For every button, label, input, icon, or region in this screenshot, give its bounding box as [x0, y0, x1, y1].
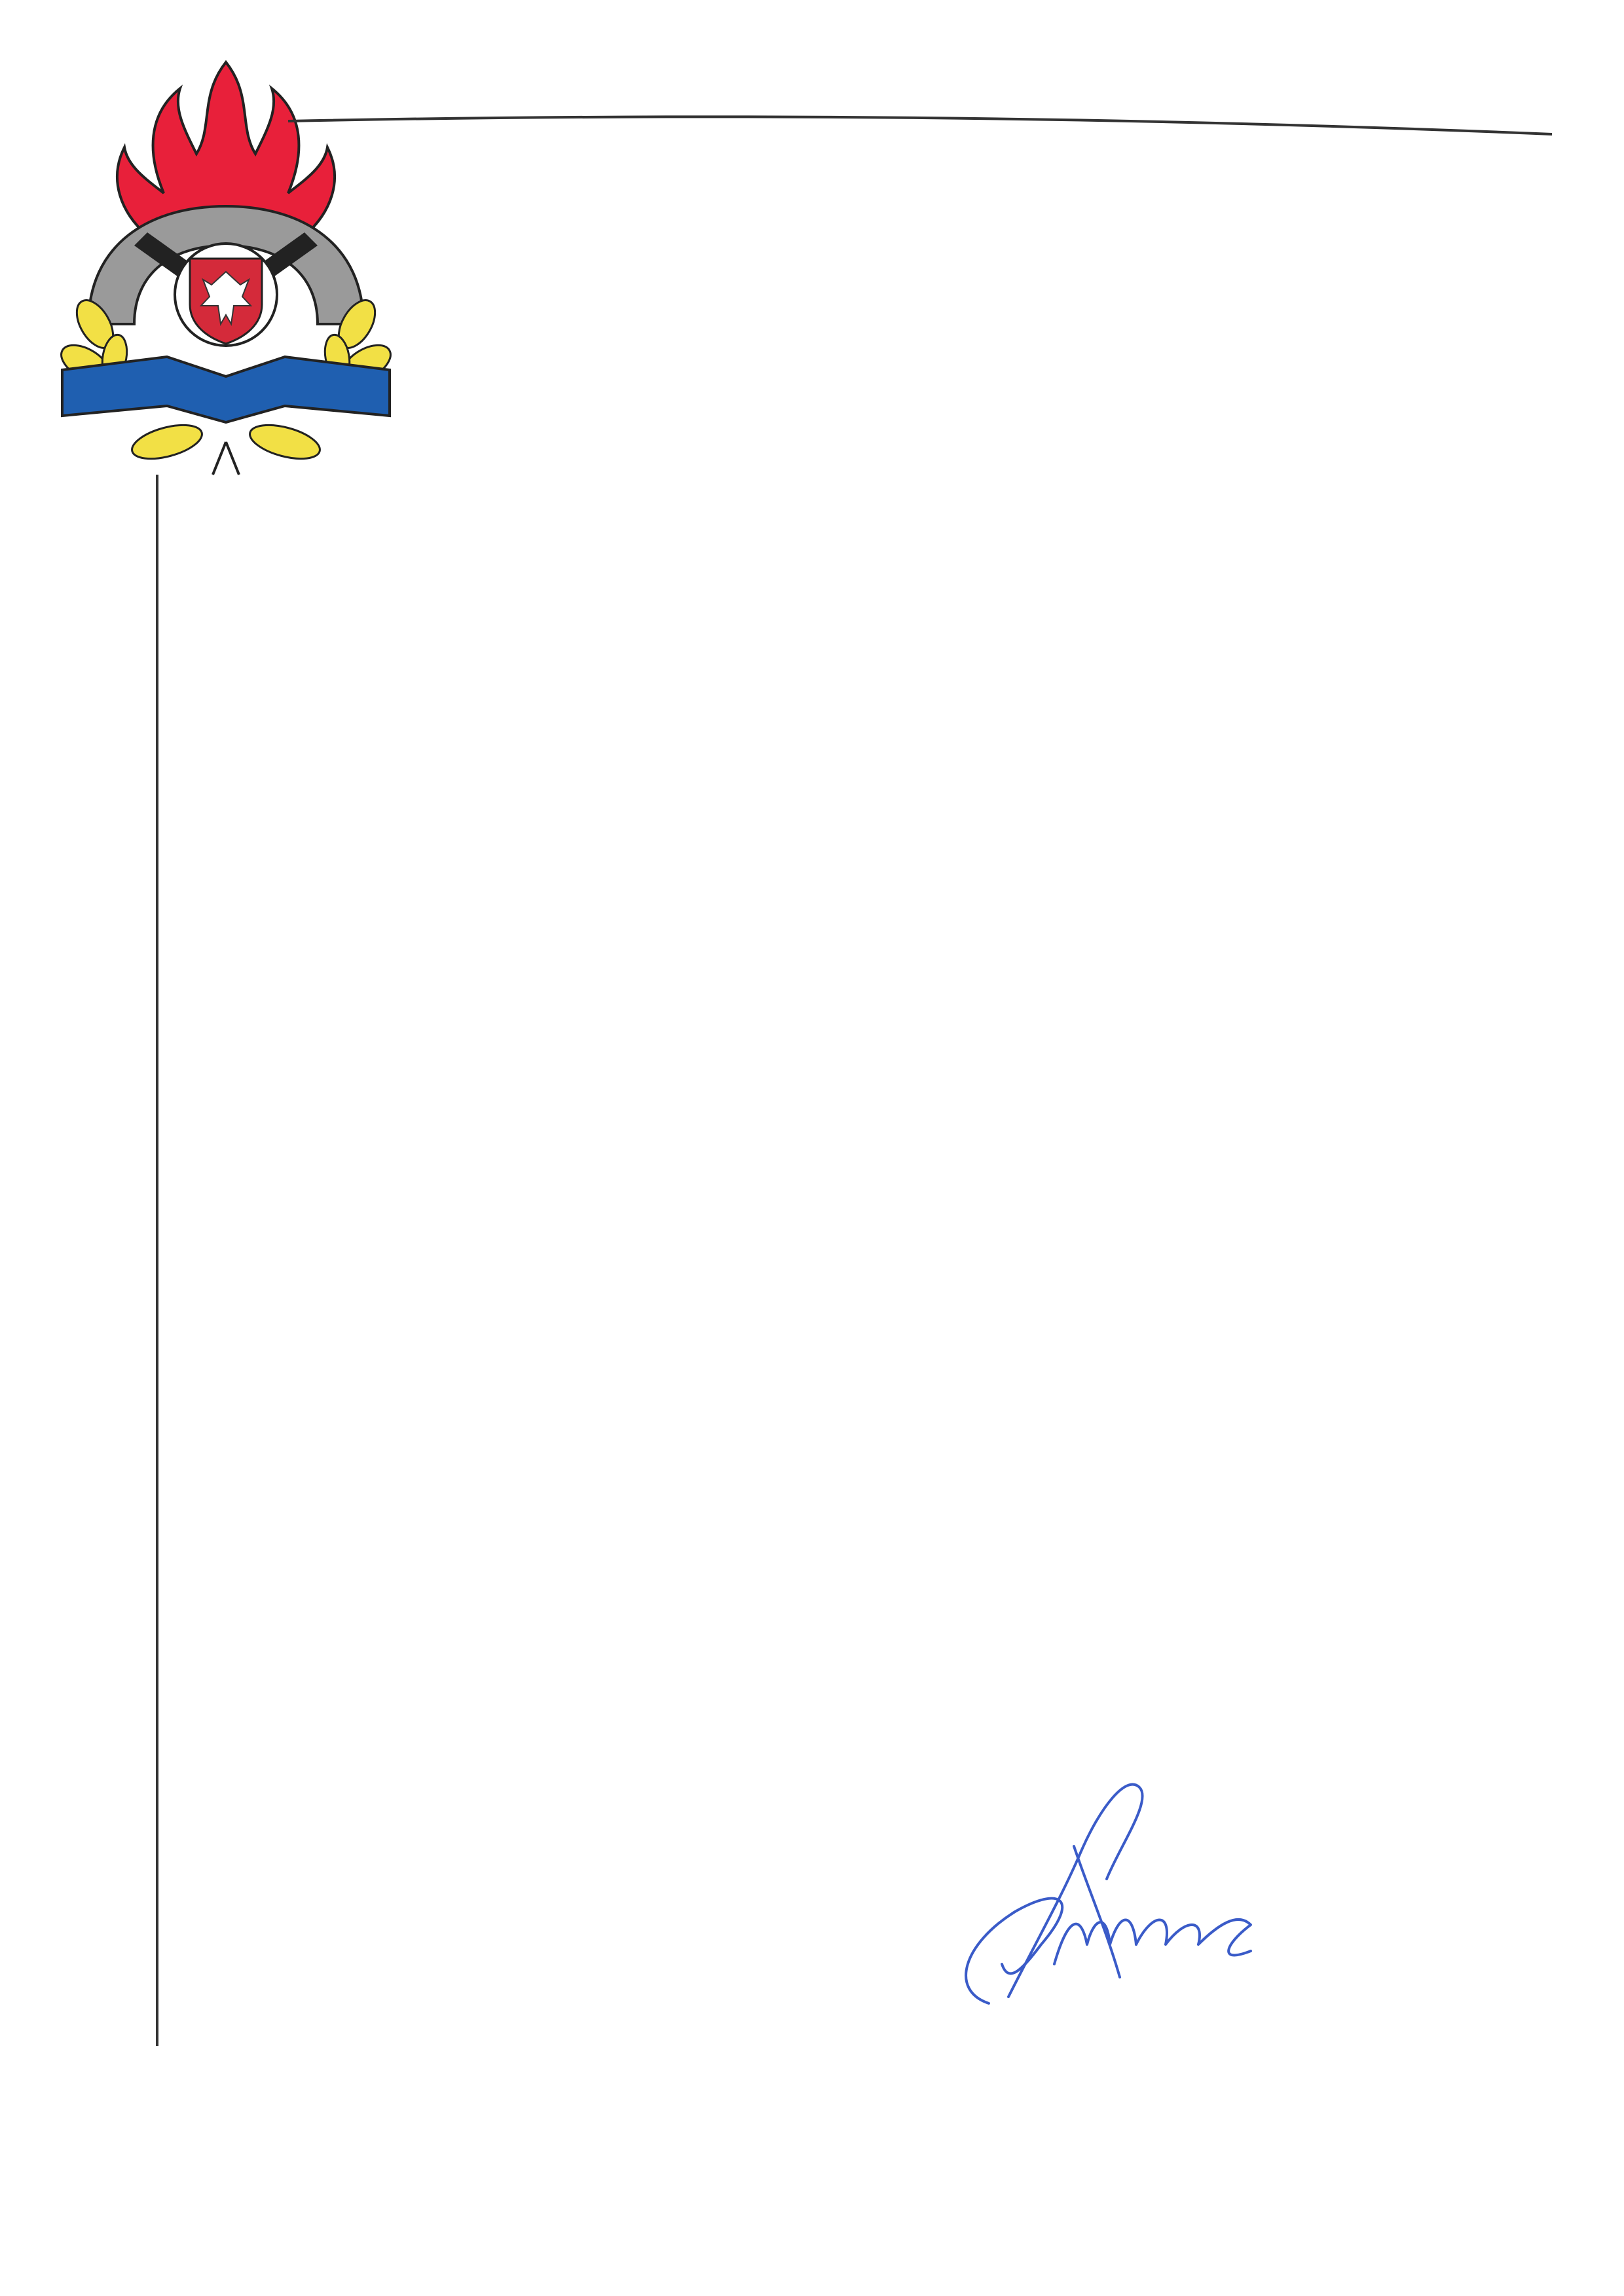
handwritten-signature-icon	[910, 1748, 1277, 2023]
laurel-garland-top-icon	[288, 75, 1552, 160]
laurel-garland-left-icon	[115, 475, 200, 2046]
